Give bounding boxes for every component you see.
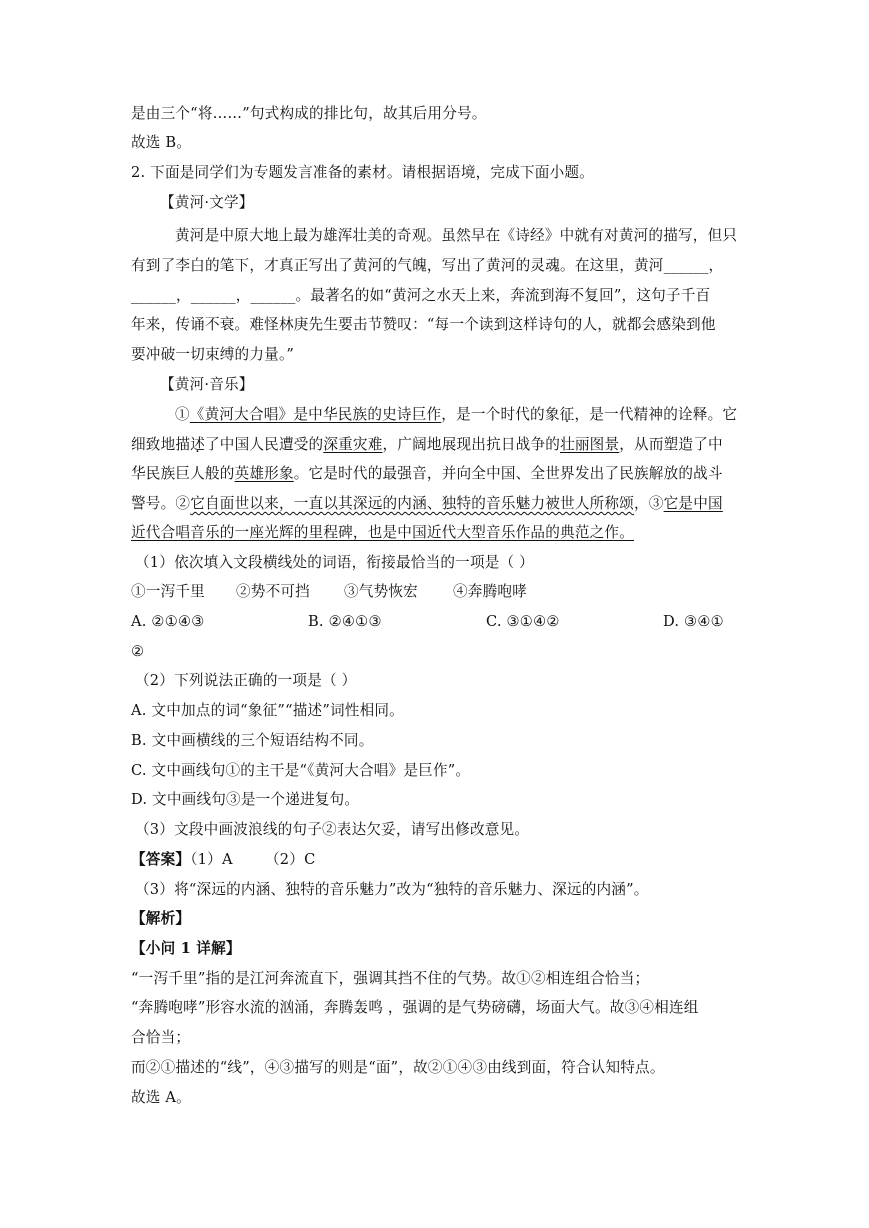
option-a: A. 文中加点的词“象征”“描述”词性相同。 — [131, 702, 404, 719]
paragraph-line: ______，______，______。最著名的如“黄河之水天上来，奔流到海不复回”，这句子千百 — [131, 287, 711, 304]
word-option: ④奔腾咆哮 — [453, 583, 527, 600]
text-span: ，③ — [634, 495, 664, 512]
answer-label: 【答案】 — [131, 851, 191, 868]
explanation-line: 而②①描述的“线”，④③描写的则是“面”，故②①④③由线到面，符合认知特点。 — [131, 1059, 665, 1076]
answer-line — [131, 850, 741, 870]
sub-question-2: （2）下列说法正确的一项是（ ） — [135, 672, 357, 689]
option-b: B. ②④①③ — [308, 613, 382, 630]
paragraph-line: 年来，传诵不衰。难怪林庚先生要击节赞叹：“每一个读到这样诗句的人，就都会感染到他 — [131, 316, 716, 333]
paragraph-line — [175, 405, 785, 425]
text-line: 故选 B。 — [131, 134, 192, 151]
explanation-line: “奔腾咆哮”形容水流的汹涌，奔腾轰鸣 ，强调的是气势磅礴，场面大气。故③④相连组 — [131, 999, 699, 1016]
dotted-char: 述 — [190, 436, 205, 453]
analysis-label: 【解析】 — [131, 910, 191, 927]
section-title-literature: 【黄河·文学】 — [160, 194, 254, 211]
option-d: D. 文中画线句③是一个递进复句。 — [131, 791, 360, 808]
sub-question-1: （1）依次填入文段横线处的词语，衔接最恰当的一项是（ ） — [135, 554, 534, 571]
answer-3: （3）将“深远的内涵、独特的音乐魅力”改为“独特的音乐魅力、深远的内涵”。 — [135, 881, 649, 898]
word-option: ②势不可挡 — [236, 583, 310, 600]
sentence-marker: ① — [175, 406, 190, 423]
paragraph-line: 要冲破一切束缚的力量。” — [131, 346, 295, 363]
answer-2: （2）C — [265, 851, 316, 868]
text-span: ，是一代精神的诠释。它 — [574, 406, 738, 423]
underlined-sentence-3: 它是中国 — [663, 495, 723, 512]
explanation-line: 合恰当； — [131, 1029, 191, 1046]
explanation-line: “一泻千里”指的是江河奔流直下，强调其挡不住的气势。故①②相连组合恰当； — [131, 970, 650, 987]
question-2-stem: 2. 下面是同学们为专题发言准备的素材。请根据语境，完成下面小题。 — [131, 164, 594, 181]
option-c: C. ③①④② — [486, 613, 560, 630]
underlined-phrase: 壮丽图景 — [560, 436, 620, 453]
paragraph-line — [131, 523, 741, 543]
text-span: 华民族巨人般的 — [131, 465, 235, 482]
answer-1: （1）A — [190, 851, 233, 868]
sub-question-3: （3）文段中画波浪线的句子②表达欠妥，请写出修改意见。 — [135, 821, 530, 838]
explanation-line: 故选 A。 — [131, 1089, 191, 1106]
text-span: 警号。② — [131, 495, 191, 512]
paragraph-line: 有到了李白的笔下，才真正写出了黄河的气魄，写出了黄河的灵魂。在这里，黄河______， — [131, 257, 724, 274]
option-d-wrap: ② — [131, 643, 145, 660]
option-a: A. ②①④③ — [131, 613, 205, 630]
text-span: ，广阔地展现出抗日战争的 — [382, 436, 561, 453]
underlined-phrase: 深重灾难 — [323, 436, 383, 453]
paragraph-line — [131, 464, 741, 484]
underlined-phrase: 英雄形象 — [234, 465, 294, 482]
option-d: D. ③④① — [663, 613, 724, 630]
text-span: 了中国人民遭受的 — [204, 436, 324, 453]
paragraph-line — [131, 435, 741, 455]
option-c: C. 文中画线句①的主干是“《黄河大合唱》是巨作”。 — [131, 762, 471, 779]
word-option: ①一泻千里 — [131, 583, 205, 600]
sub-question-1-detail-label: 【小问 1 详解】 — [131, 940, 241, 957]
text-span: ，是一个时代的象 — [441, 406, 560, 423]
paragraph-line: 黄河是中原大地上最为雄浑壮美的奇观。虽然早在《诗经》中就有对黄河的描写，但只 — [175, 227, 738, 244]
underlined-sentence-1: 《黄河大合唱》是中华民族的史诗巨作 — [189, 406, 442, 423]
text-line: 是由三个“将……”句式构成的排比句，故其后用分号。 — [131, 105, 487, 122]
text-span: 细致地描 — [131, 436, 191, 453]
paragraph-line — [131, 494, 741, 514]
option-b: B. 文中画横线的三个短语结构不同。 — [131, 732, 374, 749]
section-title-music: 【黄河·音乐】 — [160, 376, 254, 393]
word-option: ③气势恢宏 — [344, 583, 418, 600]
dotted-char: 征 — [559, 406, 575, 423]
wavy-underlined-sentence-2: 它自面世以来，一直以其深远的内涵、独特的音乐魅力被世人所称颂 — [190, 495, 635, 512]
underlined-sentence-3-cont: 近代合唱音乐的一座光辉的里程碑，也是中国近代大型音乐作品的典范之作。 — [131, 524, 634, 541]
text-span: 。它是时代的最强音，并向全中国、全世界发出了民族解放的战斗 — [293, 465, 723, 482]
text-span: ，从而塑造了中 — [619, 436, 723, 453]
